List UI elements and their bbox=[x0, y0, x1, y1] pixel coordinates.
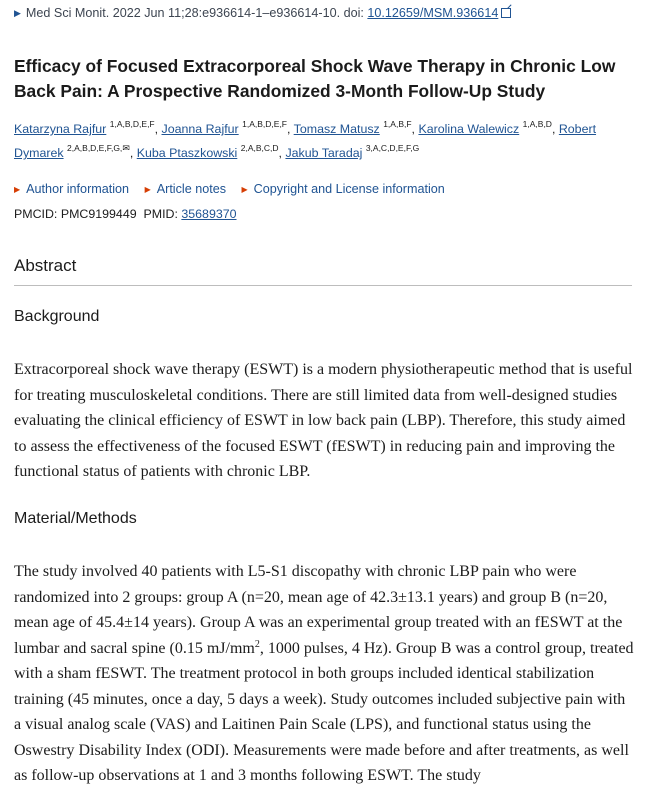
author-link[interactable]: Katarzyna Rajfur bbox=[14, 122, 107, 136]
author-affiliation: 1,A,B,D,E,F bbox=[109, 119, 155, 129]
author-list: Katarzyna Rajfur $^{1,A,B,D,E,F}$, Joanna Rajfur $^{1,A,B,D,E,F}$, Tomasz Matusz $^{1,A,B,F}$, Karolina Walewicz $^{1,A,B,D}$, Robert Dymarek $^{2,A,B,D,E,F,G,✉}$, Kuba Ptaszkowski $^{2,A,B,C,D}$, Jakub Taradaj $^{3,A,C,D,E,F,G}$ bbox=[14, 119, 597, 160]
abstract-heading: Abstract bbox=[14, 256, 77, 275]
article-title: Efficacy of Focused Extracorporeal Shock Wave Therapy in Chronic Low Back Pain: A Prospective Randomized 3-Month Follow-Up Study bbox=[14, 56, 616, 101]
author-information-toggle[interactable]: ▶ Author information bbox=[14, 182, 130, 196]
author-affiliation: 1,A,B,D,E,F bbox=[242, 119, 287, 129]
article-info-links bbox=[14, 182, 457, 196]
doi-link[interactable]: 10.12659/MSM.936614 bbox=[367, 6, 499, 20]
methods-heading: Material/Methods bbox=[14, 510, 137, 527]
pmcid-label: PMCID: bbox=[14, 207, 58, 221]
expand-triangle-icon: ▶ bbox=[241, 185, 248, 194]
author-affiliation: 3,A,C,D,E,F,G bbox=[365, 143, 420, 153]
citation-details: 2022 Jun 11;28:e936614-1–e936614-10. doi: bbox=[112, 6, 364, 20]
mail-icon[interactable]: ✉ bbox=[122, 143, 130, 153]
author-link[interactable]: Kuba Ptaszkowski bbox=[136, 146, 238, 160]
background-paragraph: Extracorporeal shock wave therapy (ESWT) is a modern physiotherapeutic method that is useful for treating musculoskeletal conditions. There are still limited data from well-designed studies evaluating the clinical efficiency of ESWT in low back pain (LBP). Therefore, this study aimed to assess the effectiveness of the focused ESWT (fESWT) in reducing pain and improving the functional status of patients with chronic LBP. bbox=[14, 361, 633, 480]
author-link[interactable]: Joanna Rajfur bbox=[161, 122, 239, 136]
author-affiliation-group: 2,A,B,D,E,F,G,✉ bbox=[67, 143, 130, 153]
expand-triangle-icon[interactable]: ▶ bbox=[14, 8, 21, 18]
background-heading: Background bbox=[14, 308, 100, 325]
pmcid-value: PMC9199449 bbox=[60, 207, 137, 221]
author-affiliation: 1,A,B,F bbox=[383, 119, 412, 129]
pmid-label: PMID: bbox=[143, 207, 178, 221]
pmid-link[interactable]: 35689370 bbox=[181, 207, 237, 221]
expand-triangle-icon: ▶ bbox=[14, 185, 21, 194]
author-affiliation: 2,A,B,C,D bbox=[240, 143, 279, 153]
expand-triangle-icon: ▶ bbox=[144, 185, 151, 194]
author-link[interactable]: Robert Dymarek bbox=[14, 122, 597, 160]
author-link[interactable]: Karolina Walewicz bbox=[418, 122, 520, 136]
article-notes-toggle[interactable]: ▶ Article notes bbox=[144, 182, 227, 196]
article-identifiers bbox=[14, 207, 237, 221]
superscript-exponent: 2 bbox=[254, 638, 260, 650]
section-divider bbox=[14, 285, 632, 286]
copyright-license-toggle[interactable]: ▶ Copyright and License information bbox=[241, 182, 445, 196]
external-link-icon bbox=[501, 8, 511, 18]
author-link[interactable]: Tomasz Matusz bbox=[293, 122, 380, 136]
author-affiliation: 1,A,B,D bbox=[522, 119, 552, 129]
author-link[interactable]: Jakub Taradaj bbox=[285, 146, 363, 160]
journal-name[interactable]: Med Sci Monit. bbox=[25, 6, 110, 20]
methods-paragraph: The study involved 40 patients with L5-S1 discopathy with chronic LBP pain who were randomized into 2 groups: group A (n=20, mean age of 42.3±13.1 years) and group B (n=20, mean age of 45.4±14 years). Group A was an experimental group treated with an fESWT at the lumbar and sacral spine (0.15 $mJ/mm^2$, 1000 pulses, 4 Hz). Group B was a control group, treated with a sham fESWT. The treatment protocol in both groups included identical stabilization training (45 minutes, once a day, 5 days a week). Study outcomes included subjective pain with a visual analog scale (VAS) and Laitinen Pain Scale (LPS), and functional status using the Oswestry Disability Index (ODI). Measurements were made before and after treatments, as well as follow-up observations at 1 and 3 months following ESWT. The study bbox=[14, 563, 634, 784]
citation-line bbox=[14, 6, 511, 20]
